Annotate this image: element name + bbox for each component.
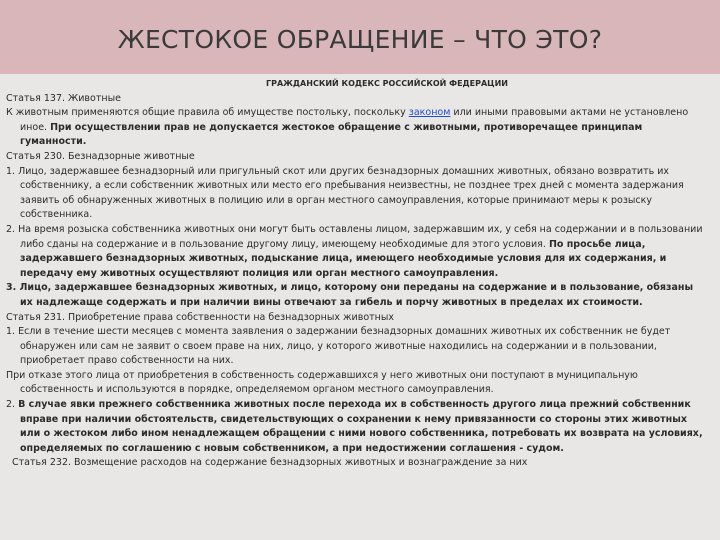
slide-title: ЖЕСТОКОЕ ОБРАЩЕНИЕ – ЧТО ЭТО? <box>117 24 603 54</box>
codex-heading: ГРАЖДАНСКИЙ КОДЕКС РОССИЙСКОЙ ФЕДЕРАЦИИ <box>265 79 508 88</box>
article-231-p2 <box>6 398 708 456</box>
article-137-text-b: или иными правовыми актами не установлено иное. <box>20 107 689 133</box>
article-230-p3: 3. Лицо, задержавшее безнадзорных животных, и лицо, которому они переданы на содержание и в пользование, обязаны их надлежаще содержать и при наличии вины отвечают за гибель и порчу животных в пределах их стоимости. <box>6 282 694 308</box>
article-137-bold: При осуществлении прав не допускается жестокое обращение с животными, противоречащее принципам гуманности. <box>20 121 643 148</box>
title-bar <box>0 0 720 74</box>
article-232-heading: Статья 232. Возмещение расходов на содержание безнадзорных животных и вознаграждение за них <box>12 457 528 469</box>
article-231-p1b: При отказе этого лица от приобретения в собственность содержавшихся у него животных они поступают в муниципальную собственность и используются в порядке, определяемом органом местного самоуправления. <box>6 369 638 396</box>
law-link[interactable]: законом <box>408 107 451 119</box>
article-230-p2 <box>6 223 708 281</box>
article-231-p2-num: 2. <box>6 399 19 411</box>
article-230-p2-bold: По просьбе лица, задержавшего безнадзорных животных, подыскание лица, имеющего необходимые условия для их содержания, и передачу ему животных осуществляют полиция или орган местного самоуправления. <box>20 238 667 279</box>
article-230-heading: Статья 230. Безнадзорные животные <box>6 150 195 162</box>
article-231-p2-bold: В случае явки прежнего собственника животных после перехода их в собственность другого лица прежний собственник вправе при наличии обстоятельств, свидетельствующих о сохранении к нему привязанности со стороны этих животных или о жестоком либо ином ненадлежащем обращении с ними нового собственника, потребовать их возврата на условиях, определяемых по соглашению с новым собственником, а при недостижении соглашения - судом. <box>18 399 703 454</box>
article-230-p1: 1. Лицо, задержавшее безнадзорный или пригульный скот или других безнадзорных домашних животных, обязано возвратить их собственнику, а если собственник животных или место его пребывания неизвестны, не позднее трех дней с момента задержания заявить об обнаруженных животных в полицию или в орган местного самоуправления, которые принимают меры к розыску собственника. <box>6 165 684 221</box>
article-137-heading: Статья 137. Животные <box>6 92 121 104</box>
article-231-heading: Статья 231. Приобретение права собственности на безнадзорных животных <box>6 311 395 323</box>
article-137-text <box>6 106 708 150</box>
article-137-text-a: К животным применяются общие правила об имуществе постольку, поскольку <box>6 107 409 119</box>
article-231-p1: 1. Если в течение шести месяцев с момента заявления о задержании безнадзорных домашних животных их собственник не будет обнаружен или сам не заявит о своем праве на них, лицо, у которого животные находились на содержании и в пользовании, приобретает право собственности на них. <box>6 326 671 367</box>
slide-body <box>6 77 708 471</box>
article-230-p2-text: 2. На время розыска собственника животных они могут быть оставлены лицом, задержавшим их, у себя на содержании и в пользовании либо сданы на содержание и в пользование другому лицу, имеющему необходимые для этого условия. <box>6 223 703 250</box>
